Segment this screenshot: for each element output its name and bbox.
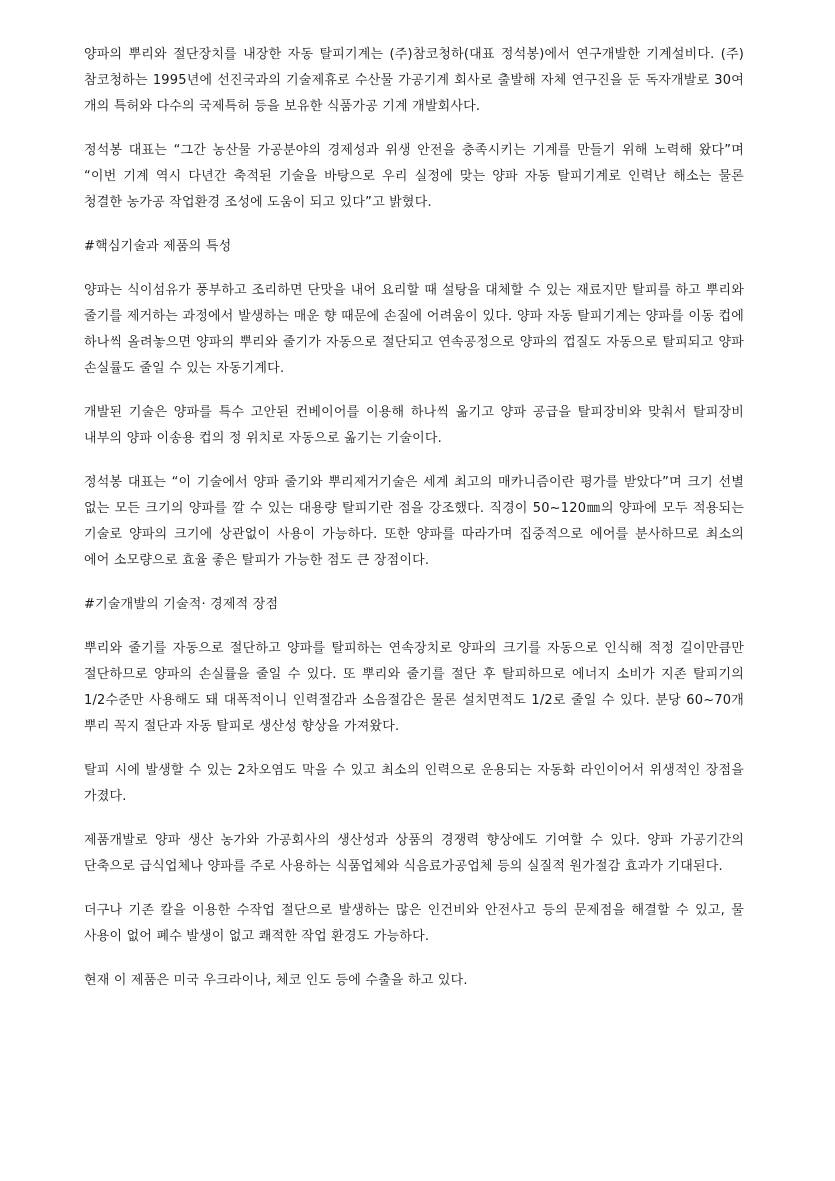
paragraph-ceo-quote: 정석봉 대표는 “그간 농산물 가공분야의 경제성과 위생 안전을 충족시키는 기계를 만들기 위해 노력해 왔다”며 “이번 기계 역시 다년간 축적된 기술을 바탕으로 우리 실정에 맞는 양파 자동 탈피기계로 인력난 해소는 물론 청결한 농가공 작업환경 조성에 도움이 되고 있다”고 밝혔다. <box>84 143 744 210</box>
paragraph-productivity: 제품개발로 양파 생산 농가와 가공회사의 생산성과 상품의 경쟁력 향상에도 기여할 수 있다. 양파 가공기간의 단축으로 급식업체나 양파를 주로 사용하는 식품업체와 식음료가공업체 등의 실질적 원가절감 효과가 기대된다. <box>84 833 744 874</box>
paragraph-safety: 더구나 기존 칼을 이용한 수작업 절단으로 발생하는 많은 인건비와 안전사고 등의 문제점을 해결할 수 있고, 물 사용이 없어 폐수 발생이 없고 쾌적한 작업 환경도 가능하다. <box>84 903 744 944</box>
paragraph-cutting-efficiency: 뿌리와 줄기를 자동으로 절단하고 양파를 탈피하는 연속장치로 양파의 크기를 자동으로 인식해 적정 길이만큼만 절단하므로 양파의 손실률을 줄일 수 있다. 또 뿌리와 줄기를 절단 후 탈피하므로 에너지 소비가 지존 탈피기의 1/2수준만 사용해도 돼 대폭적이니 인력절감과 소음절감은 물론 설치면적도 1/2로 줄일 수 있다. 분당 60~70개 뿌리 꼭지 절단과 자동 탈피로 생산성 향상을 가져왔다. <box>84 641 744 734</box>
paragraph-onion-features: 양파는 식이섬유가 풍부하고 조리하면 단맛을 내어 요리할 때 설탕을 대체할 수 있는 재료지만 탈피를 하고 뿌리와 줄기를 제거하는 과정에서 발생하는 매운 향 때문에 손질에 어려움이 있다. 양파 자동 탈피기계는 양파를 이동 컵에 하나씩 올려놓으면 양파의 뿌리와 줄기가 자동으로 절단되고 연속공정으로 양파의 껍질도 자동으로 탈피되고 양파 손실률도 줄일 수 있는 자동기계다. <box>84 283 744 376</box>
paragraph-conveyor-tech: 개발된 기술은 양파를 특수 고안된 컨베이어를 이용해 하나씩 옮기고 양파 공급을 탈피장비와 맞춰서 탈피장비 내부의 양파 이송용 컵의 정 위치로 자동으로 옮기는 기술이다. <box>84 405 744 446</box>
section-heading-core-tech: #핵심기술과 제품의 특성 <box>84 239 232 254</box>
paragraph-hygiene: 탈피 시에 발생할 수 있는 2차오염도 막을 수 있고 최소의 인력으로 운용되는 자동화 라인이어서 위생적인 장점을 가졌다. <box>84 763 744 804</box>
paragraph-export: 현재 이 제품은 미국 우크라이나, 체코 인도 등에 수출을 하고 있다. <box>84 973 468 988</box>
section-heading-advantages: #기술개발의 기술적· 경제적 장점 <box>84 597 279 612</box>
article-body <box>84 42 744 1012</box>
paragraph-ceo-mechanism: 정석봉 대표는 “이 기술에서 양파 줄기와 뿌리제거기술은 세계 최고의 매카니즘이란 평가를 받았다”며 크기 선별 없는 모든 크기의 양파를 깔 수 있는 대용량 탈피기란 점을 강조했다. 직경이 50~120㎜의 양파에 모두 적용되는 기술로 양파의 크기에 상관없이 사용이 가능하다. 또한 양파를 따라가며 집중적으로 에어를 분사하므로 최소의 에어 소모량으로 효율 좋은 탈피가 가능한 점도 큰 장점이다. <box>84 475 744 568</box>
paragraph-company-intro: 양파의 뿌리와 절단장치를 내장한 자동 탈피기계는 (주)참코청하(대표 정석봉)에서 연구개발한 기계설비다. (주)참코청하는 1995년에 선진국과의 기술제휴로 수산물 가공기계 회사로 출발해 자체 연구진을 둔 독자개발로 30여 개의 특허와 다수의 국제특허 등을 보유한 식품가공 기계 개발회사다. <box>84 47 744 114</box>
